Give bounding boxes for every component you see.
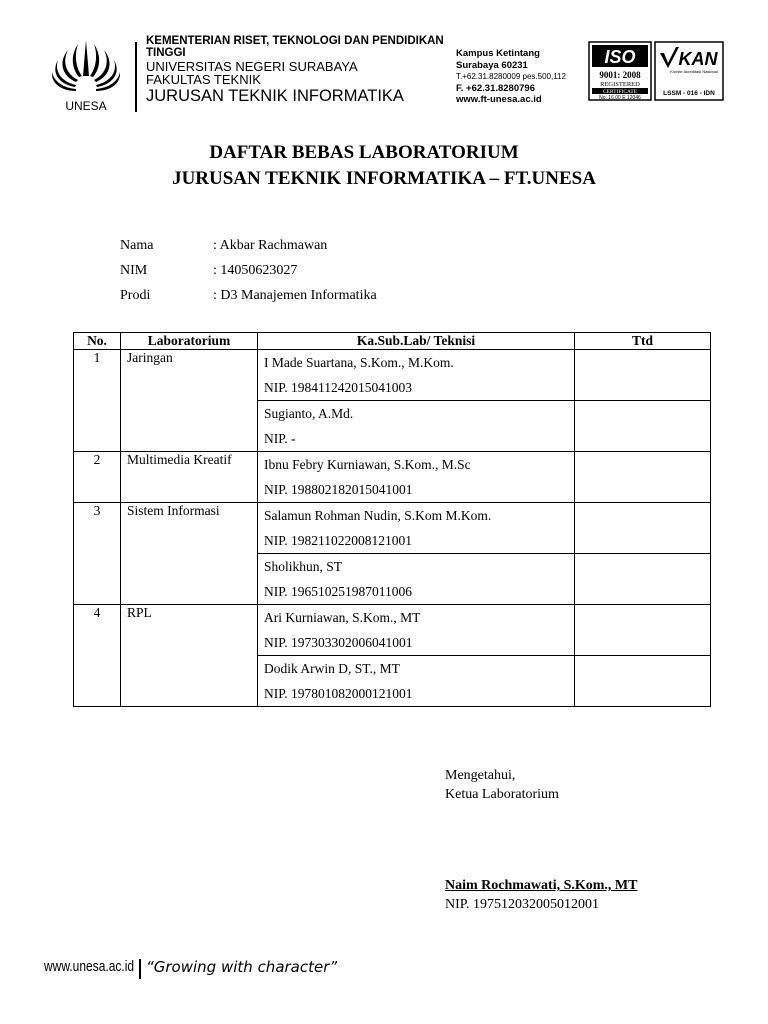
signatory-block [445, 876, 638, 914]
letterhead-address [456, 48, 586, 106]
footer-divider [139, 959, 141, 979]
department-name: JURUSAN TEKNIK INFORMATIKA [146, 87, 404, 105]
staff-cell [258, 503, 575, 554]
letterhead-divider [135, 42, 137, 112]
row-number: 3 [74, 503, 121, 605]
table-row [74, 503, 711, 554]
signature-cell [575, 656, 711, 707]
identity-label: Prodi [120, 288, 151, 303]
identity-value: : 14050623027 [213, 263, 298, 278]
ministry-line-2: TINGGI [146, 46, 186, 59]
table-row [74, 452, 711, 503]
signature-cell [575, 350, 711, 401]
identity-label: Nama [120, 238, 154, 253]
staff-name: Dodik Arwin D, ST., MT [264, 661, 400, 676]
kan-brand: KAN [678, 49, 718, 69]
header-laboratorium: Laboratorium [121, 333, 258, 350]
kan-code: LSSM - 016 - IDN [663, 90, 715, 97]
approval-role: Ketua Laboratorium [445, 787, 559, 802]
row-number: 4 [74, 605, 121, 707]
header-no: No. [74, 333, 121, 350]
campus: Kampus Ketintang [456, 48, 540, 59]
approval-block [445, 766, 559, 804]
city: Surabaya 60231 [456, 59, 528, 71]
iso-standard: 9001: 2008 [599, 70, 641, 80]
identity-value: : Akbar Rachmawan [213, 238, 328, 253]
identity-prodi-row [120, 288, 377, 304]
staff-nip: NIP. 198802182015041001 [264, 482, 413, 497]
footer-tagline: “Growing with character” [146, 958, 338, 976]
website: www.ft-unesa.ac.id [456, 94, 542, 105]
approval-line: Mengetahui, [445, 768, 516, 783]
signatory-nip: NIP. 197512032005012001 [445, 897, 600, 912]
staff-name: Sholikhun, ST [264, 559, 343, 574]
signature-cell [575, 503, 711, 554]
iso-brand: ISO [604, 47, 636, 67]
staff-name: I Made Suartana, S.Kom., M.Kom. [264, 355, 454, 370]
header-ttd: Ttd [575, 333, 711, 350]
logo-label: UNESA [65, 99, 107, 113]
unesa-logo [48, 36, 124, 114]
staff-name: Sugianto, A.Md. [264, 406, 354, 421]
document-title: DAFTAR BEBAS LABORATORIUM [209, 142, 519, 163]
identity-name-row [120, 238, 327, 254]
staff-cell [258, 656, 575, 707]
staff-name: Salamun Rohman Nudin, S.Kom M.Kom. [264, 508, 492, 523]
lab-name: Jaringan [121, 350, 258, 452]
signatory-name: Naim Rochmawati, S.Kom., MT [445, 878, 638, 893]
kan-subtitle: Komite Akreditasi Nasional [670, 69, 718, 74]
staff-cell [258, 605, 575, 656]
table-header-row [74, 333, 711, 350]
lab-name: Multimedia Kreatif [121, 452, 258, 503]
staff-cell [258, 554, 575, 605]
staff-name: Ibnu Febry Kurniawan, S.Kom., M.Sc [264, 457, 471, 472]
iso-certificate-logo [588, 41, 652, 101]
signature-cell [575, 605, 711, 656]
letterhead-institution [146, 36, 446, 105]
kan-accreditation-logo [654, 41, 724, 101]
staff-nip: NIP. 197303302006041001 [264, 635, 413, 650]
header-teknisi: Ka.Sub.Lab/ Teknisi [258, 333, 575, 350]
table-row [74, 605, 711, 656]
iso-registered: REGISTERED [600, 81, 640, 88]
staff-nip: NIP. 198411242015041003 [264, 380, 413, 395]
identity-value: : D3 Manajemen Informatika [213, 288, 377, 303]
phone: T.+62.31.8280009 pes.500,112 [456, 72, 566, 81]
ministry-line: KEMENTERIAN RISET, TEKNOLOGI DAN PENDIDIKAN [146, 35, 444, 47]
lab-name: Sistem Informasi [121, 503, 258, 605]
faculty-name: FAKULTAS TEKNIK [146, 72, 261, 87]
identity-label: NIM [120, 263, 148, 278]
fax: F. +62.31.8280796 [456, 82, 535, 94]
iso-number: No. 16 00 E 12046 [599, 95, 641, 101]
signature-cell [575, 401, 711, 452]
staff-name: Ari Kurniawan, S.Kom., MT [264, 610, 421, 625]
lab-name: RPL [121, 605, 258, 707]
staff-nip: NIP. 198211022008121001 [264, 533, 413, 548]
staff-cell [258, 452, 575, 503]
row-number: 1 [74, 350, 121, 452]
document-subtitle: JURUSAN TEKNIK INFORMATIKA – FT.UNESA [172, 168, 596, 189]
footer-url: www.unesa.ac.id [44, 958, 135, 975]
staff-cell [258, 401, 575, 452]
laboratory-clearance-table [73, 332, 711, 707]
university-name: UNIVERSITAS NEGERI SURABAYA [146, 59, 358, 74]
staff-nip: NIP. - [264, 431, 296, 446]
identity-nim-row [120, 263, 297, 279]
table-row [74, 350, 711, 401]
signature-cell [575, 452, 711, 503]
iso-cert: CERTIFICATE [602, 89, 638, 95]
row-number: 2 [74, 452, 121, 503]
staff-nip: NIP. 196510251987011006 [264, 584, 413, 599]
staff-nip: NIP. 197801082000121001 [264, 686, 413, 701]
staff-cell [258, 350, 575, 401]
signature-cell [575, 554, 711, 605]
